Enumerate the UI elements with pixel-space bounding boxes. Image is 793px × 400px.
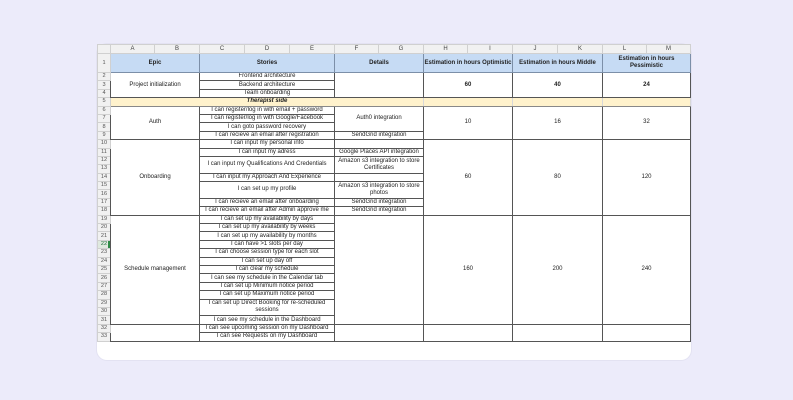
row-header-selected[interactable]: 22 [98, 240, 111, 248]
row-header[interactable]: 20 [98, 224, 111, 232]
row-header[interactable]: 24 [98, 257, 111, 265]
row-header[interactable]: 10 [98, 140, 111, 148]
story-cell[interactable]: I can register/log in with email + password [200, 106, 335, 114]
story-cell[interactable]: I can see my schedule in the Dashboard [200, 316, 335, 324]
row-header[interactable]: 5 [98, 98, 111, 106]
story-cell[interactable]: I can input my Qualifications And Credentials [200, 156, 335, 173]
row-header[interactable]: 30 [98, 307, 111, 315]
estimate-pessimistic[interactable]: 120 [603, 140, 691, 216]
row-header[interactable]: 2 [98, 73, 111, 81]
estimate-optimistic[interactable] [424, 324, 513, 341]
estimate-middle[interactable]: 80 [513, 140, 603, 216]
row-header[interactable]: 28 [98, 291, 111, 299]
details-cell[interactable]: Google Places API integration [335, 148, 424, 156]
epic-cell[interactable]: Schedule management [111, 215, 200, 324]
row-header[interactable]: 21 [98, 232, 111, 240]
column-header[interactable]: K [558, 45, 603, 54]
row-header[interactable]: 15 [98, 182, 111, 190]
story-cell[interactable]: Frontend architecture [200, 73, 335, 81]
row-header[interactable]: 32 [98, 324, 111, 332]
header-pessimistic[interactable]: Estimation in hours Pessimistic [603, 54, 691, 73]
story-cell[interactable]: I can set up my availability by months [200, 232, 335, 240]
column-header[interactable]: M [647, 45, 691, 54]
estimate-middle[interactable]: 16 [513, 106, 603, 140]
column-header[interactable]: L [603, 45, 647, 54]
row-header[interactable]: 7 [98, 114, 111, 122]
column-header[interactable]: G [379, 45, 424, 54]
sheet-grid [97, 44, 691, 342]
story-cell[interactable]: I can set up my availability by weeks [200, 224, 335, 232]
header-optimistic[interactable]: Estimation in hours Optimistic [424, 54, 513, 73]
column-header[interactable]: D [245, 45, 290, 54]
estimate-optimistic[interactable]: 10 [424, 106, 513, 140]
band-cell[interactable] [424, 98, 513, 106]
story-cell[interactable]: I can input my personal info [200, 140, 335, 148]
band-cell[interactable] [513, 98, 603, 106]
row-header[interactable]: 4 [98, 89, 111, 97]
details-cell[interactable]: Auth0 integration [335, 106, 424, 131]
estimate-pessimistic[interactable] [603, 324, 691, 341]
row-header[interactable]: 16 [98, 190, 111, 198]
band-cell[interactable] [603, 98, 691, 106]
header-middle[interactable]: Estimation in hours Middle [513, 54, 603, 73]
details-cell[interactable] [335, 173, 424, 181]
header-details[interactable]: Details [335, 54, 424, 73]
story-cell[interactable]: I can see upcoming session on my Dashboard [200, 324, 335, 332]
row-header[interactable]: 11 [98, 148, 111, 156]
row-header[interactable]: 25 [98, 265, 111, 273]
estimate-optimistic[interactable]: 60 [424, 140, 513, 216]
header-stories[interactable]: Stories [200, 54, 335, 73]
estimate-pessimistic[interactable]: 24 [603, 73, 691, 98]
details-cell[interactable]: Amazon s3 integration to store photos [335, 182, 424, 199]
estimate-optimistic[interactable]: 160 [424, 215, 513, 324]
column-header[interactable]: B [155, 45, 200, 54]
estimate-pessimistic[interactable]: 32 [603, 106, 691, 140]
story-cell[interactable]: I can recieve an email after Admin approve me [200, 207, 335, 215]
story-cell[interactable]: I can set up my profile [200, 182, 335, 199]
section-therapist-side[interactable]: Therapist side [111, 98, 424, 106]
details-cell[interactable]: SendGrid integration [335, 131, 424, 139]
column-header[interactable]: J [513, 45, 558, 54]
story-cell[interactable]: I can recieve an email after registration [200, 131, 335, 139]
story-cell[interactable]: I can input my adress [200, 148, 335, 156]
estimate-middle[interactable] [513, 324, 603, 341]
epic-cell[interactable]: Project initialization [111, 73, 200, 98]
details-cell[interactable]: SendGrid integration [335, 198, 424, 206]
story-cell[interactable]: I can have >1 slots per day [200, 240, 335, 248]
story-cell[interactable]: I can set up Minimum notice period [200, 282, 335, 290]
estimate-pessimistic[interactable]: 240 [603, 215, 691, 324]
row-header[interactable]: 31 [98, 316, 111, 324]
epic-cell[interactable]: Auth [111, 106, 200, 140]
row-header[interactable]: 18 [98, 207, 111, 215]
story-cell[interactable]: I can set up my availability by days [200, 215, 335, 223]
estimate-middle[interactable]: 40 [513, 73, 603, 98]
details-cell[interactable]: Amazon s3 integration to store Certificates [335, 156, 424, 173]
column-header[interactable]: E [290, 45, 335, 54]
select-all-corner[interactable] [98, 45, 111, 54]
story-cell[interactable]: I can set up day off [200, 257, 335, 265]
estimate-optimistic[interactable]: 60 [424, 73, 513, 98]
column-header[interactable]: C [200, 45, 245, 54]
story-cell[interactable]: I can see my schedule in the Calendar tab [200, 274, 335, 282]
story-cell[interactable]: I can goto password recovery [200, 123, 335, 131]
row-header[interactable]: 1 [98, 54, 111, 73]
row-header[interactable]: 14 [98, 173, 111, 181]
row-header[interactable]: 17 [98, 198, 111, 206]
story-cell[interactable]: I can set up Maximum notice period [200, 291, 335, 299]
story-cell[interactable]: I can register/log in with Google/Facebook [200, 114, 335, 122]
header-epic[interactable]: Epic [111, 54, 200, 73]
story-cell[interactable]: Team onboarding [200, 89, 335, 97]
row-header[interactable]: 9 [98, 131, 111, 139]
column-header[interactable]: H [424, 45, 468, 54]
details-cell[interactable]: SendGrid integration [335, 207, 424, 215]
story-cell[interactable]: I can see Requests on my Dashboard [200, 333, 335, 341]
details-cell[interactable] [335, 215, 424, 324]
row-header[interactable]: 33 [98, 333, 111, 341]
details-cell[interactable] [335, 324, 424, 341]
story-cell[interactable]: I can set up Direct Booking for re-scheduled sessions [200, 299, 335, 316]
story-cell[interactable]: I can recieve an email after onboarding [200, 198, 335, 206]
row-header[interactable]: 26 [98, 274, 111, 282]
story-cell[interactable]: I can input my Approach And Experience [200, 173, 335, 181]
row-header[interactable]: 27 [98, 282, 111, 290]
row-header[interactable]: 6 [98, 106, 111, 114]
column-header[interactable]: I [468, 45, 513, 54]
column-header[interactable]: F [335, 45, 379, 54]
details-cell[interactable] [335, 73, 424, 98]
story-cell[interactable]: Backend architecture [200, 81, 335, 89]
epic-cell[interactable] [111, 324, 200, 341]
row-header[interactable]: 23 [98, 249, 111, 257]
row-header[interactable]: 12 [98, 156, 111, 164]
row-header[interactable]: 13 [98, 165, 111, 173]
estimate-middle[interactable]: 200 [513, 215, 603, 324]
row-header[interactable]: 8 [98, 123, 111, 131]
column-header[interactable]: A [111, 45, 155, 54]
row-header[interactable]: 19 [98, 215, 111, 223]
epic-cell[interactable]: Onboarding [111, 140, 200, 216]
row-header[interactable]: 29 [98, 299, 111, 307]
row-header[interactable]: 3 [98, 81, 111, 89]
story-cell[interactable]: I can clear my schedule [200, 265, 335, 273]
spreadsheet [97, 44, 691, 360]
details-cell[interactable] [335, 140, 424, 148]
story-cell[interactable]: I can choose session type for each slot [200, 249, 335, 257]
